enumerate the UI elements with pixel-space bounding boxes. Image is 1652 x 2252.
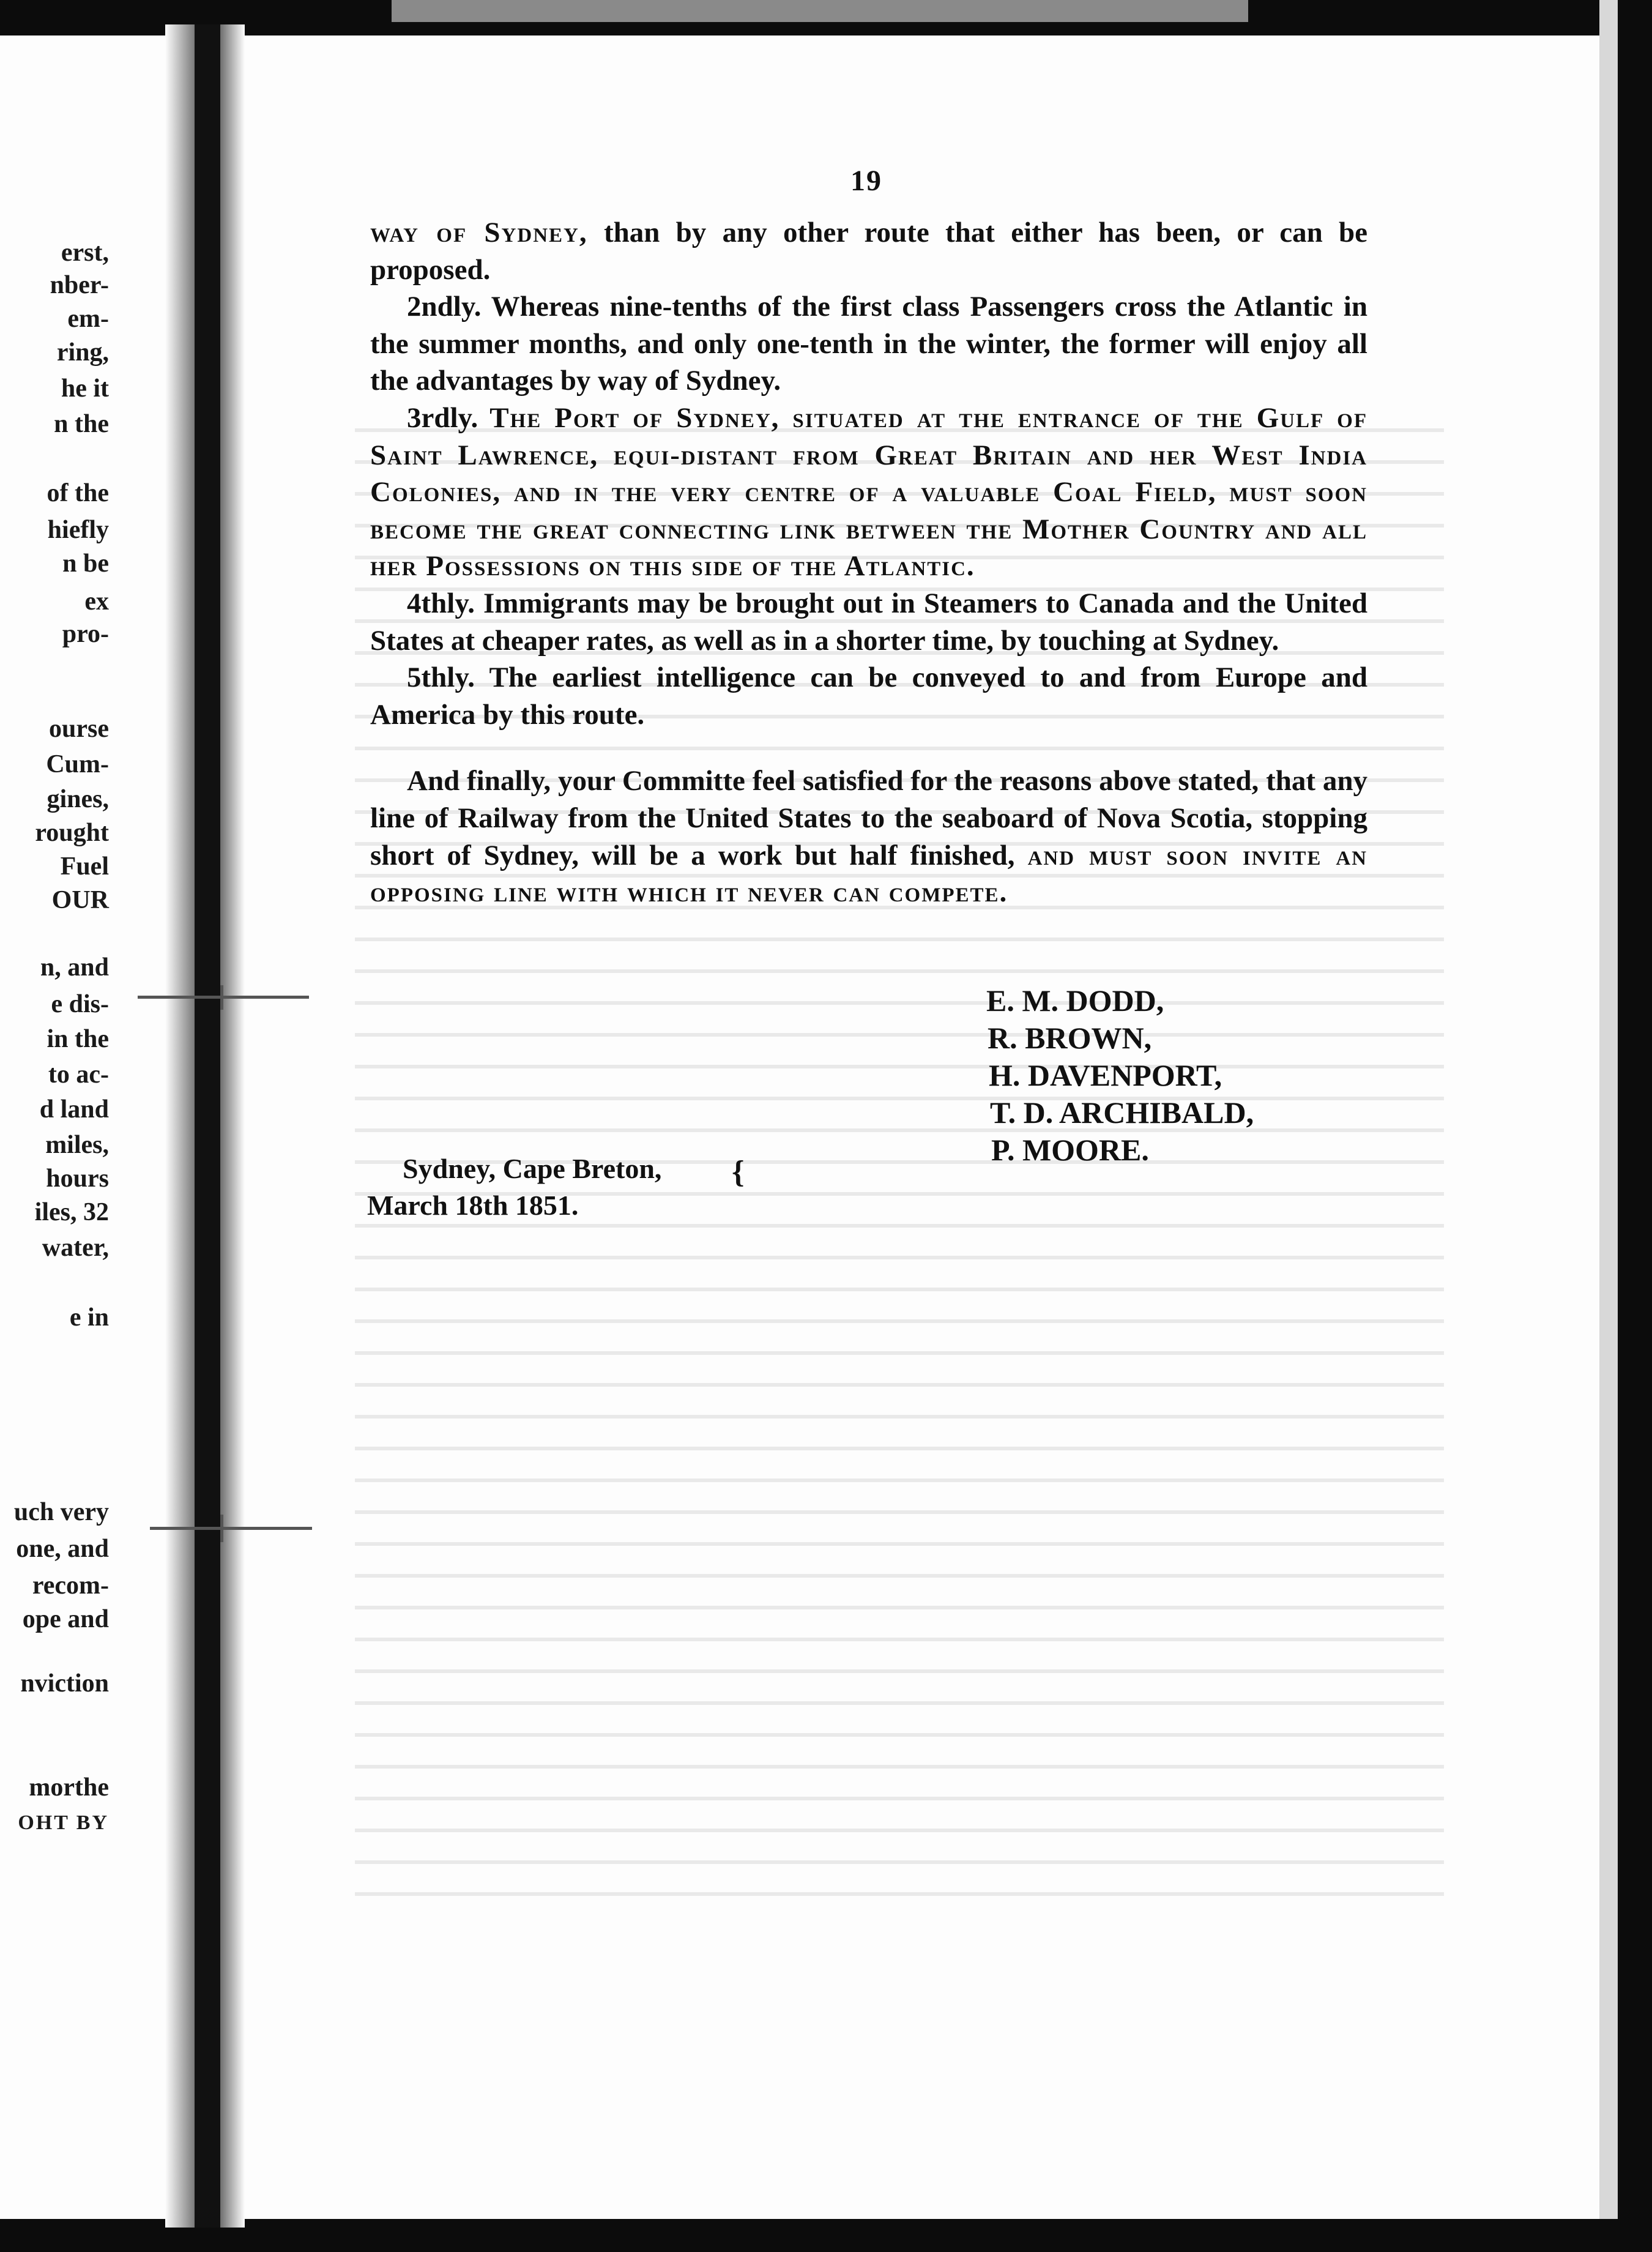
left-fragment: e dis- [51, 990, 109, 1018]
paragraph-fifth [370, 659, 1367, 733]
brace-mark: { [732, 1155, 745, 1190]
body-text: 2ndly. Whereas nine-tenths of the first class Passengers cross the Atlantic in the summer months, and only one-tenth in the winter, the former will enjoy all the advantages by way of Sydney. [370, 291, 1367, 397]
small-caps-text: way of Sydney, [370, 217, 588, 248]
left-fragment: n, and [40, 953, 109, 982]
binding-thread-tick [220, 985, 223, 1010]
left-fragment: morthe [29, 1773, 109, 1802]
left-fragment: he it [61, 375, 109, 403]
left-fragment: gines, [47, 785, 109, 813]
paragraph-second [370, 288, 1367, 400]
binding-thread [150, 1527, 312, 1530]
page-body [370, 214, 1367, 911]
left-fragment: one, and [16, 1535, 109, 1563]
body-text: 4thly. Immigrants may be brought out in Steamers to Canada and the United States at cheaper rates, as well as in a shorter time, by touching at Sydney. [370, 587, 1367, 657]
scan-border-right-inner [1599, 0, 1618, 2252]
left-fragment: erst, [61, 239, 109, 267]
left-fragment: uch very [13, 1498, 109, 1526]
left-fragment: ourse [49, 715, 109, 743]
left-fragment: rought [35, 819, 109, 847]
left-fragment: in the [47, 1025, 109, 1053]
left-fragment: miles, [45, 1131, 109, 1159]
binding-thread [138, 996, 309, 999]
scan-border-top-light [392, 0, 1248, 22]
left-page-shadow [165, 24, 195, 2228]
left-fragment: recom- [32, 1572, 109, 1600]
signatory: P. MOORE. [991, 1133, 1149, 1167]
left-fragment: of the [47, 479, 109, 507]
left-fragment: iles, 32 [34, 1198, 109, 1226]
place-and-date [367, 1150, 661, 1224]
left-fragment: ope and [22, 1605, 109, 1633]
paragraph-third [370, 400, 1367, 585]
gutter-shadow [220, 24, 245, 2228]
signatory: E. M. DODD, [986, 983, 1164, 1018]
left-fragment: ex [84, 587, 109, 616]
book-gutter [195, 24, 220, 2228]
left-fragment: water, [42, 1234, 109, 1262]
left-fragment: to ac- [48, 1061, 109, 1089]
signatory: R. BROWN, [988, 1021, 1152, 1055]
body-text: than by any other route that either has been, or can be proposed. [370, 217, 1368, 286]
left-fragment: pro- [62, 620, 109, 648]
paragraph-continuation [370, 214, 1367, 288]
date-line: March 18th 1851. [367, 1190, 579, 1221]
place-line: Sydney, Cape Breton, [403, 1153, 662, 1184]
scan-border-right [1618, 0, 1652, 2252]
left-fragment: Fuel [60, 852, 109, 881]
left-fragment: em- [67, 305, 109, 333]
left-fragment: n be [62, 550, 109, 578]
left-fragment: e in [69, 1303, 109, 1332]
left-fragment: nber- [50, 271, 109, 299]
small-caps-text: and must soon invite an opposing line with which it never can compete. [370, 839, 1368, 909]
signatories-list [986, 982, 1254, 1169]
paragraph-fourth [370, 585, 1367, 659]
signatory: T. D. ARCHIBALD, [990, 1095, 1254, 1130]
left-fragment: ring, [56, 338, 109, 367]
small-caps-text: The Port of Sydney, situated at the entrance of the Gulf of Saint Lawrence, equi-distant from Great Britain and her West India Colonies, and in the very centre of a valuable Coal Field, must soon become the great connecting link between the Mother Country and all her Possessions on this side of the Atlantic. [370, 401, 1367, 583]
scan-border-bottom [0, 2219, 1652, 2252]
page-number: 19 [850, 165, 882, 197]
left-fragment: Cum- [46, 750, 109, 778]
signatory: H. DAVENPORT, [989, 1058, 1222, 1092]
binding-thread-tick [220, 1515, 223, 1542]
left-fragment: OHT BY [18, 1811, 109, 1834]
left-fragment: hours [46, 1165, 109, 1193]
paragraph-conclusion [370, 762, 1367, 911]
body-text: 3rdly. [407, 401, 490, 434]
left-fragment: OUR [51, 886, 109, 914]
left-fragment: n the [54, 410, 109, 438]
left-fragment: d land [39, 1095, 109, 1124]
left-fragment: hiefly [47, 516, 109, 544]
body-text: 5thly. The earliest intelligence can be conveyed to and from Europe and America by this route. [370, 662, 1367, 731]
left-fragment: nviction [20, 1669, 109, 1698]
body-text: And finally, your Committe feel satisfied for the reasons above stated, that any line of Railway from the United States to the seaboard of Nova Scotia, stopping short of Sydney, will be a work but half finished, [370, 765, 1367, 871]
